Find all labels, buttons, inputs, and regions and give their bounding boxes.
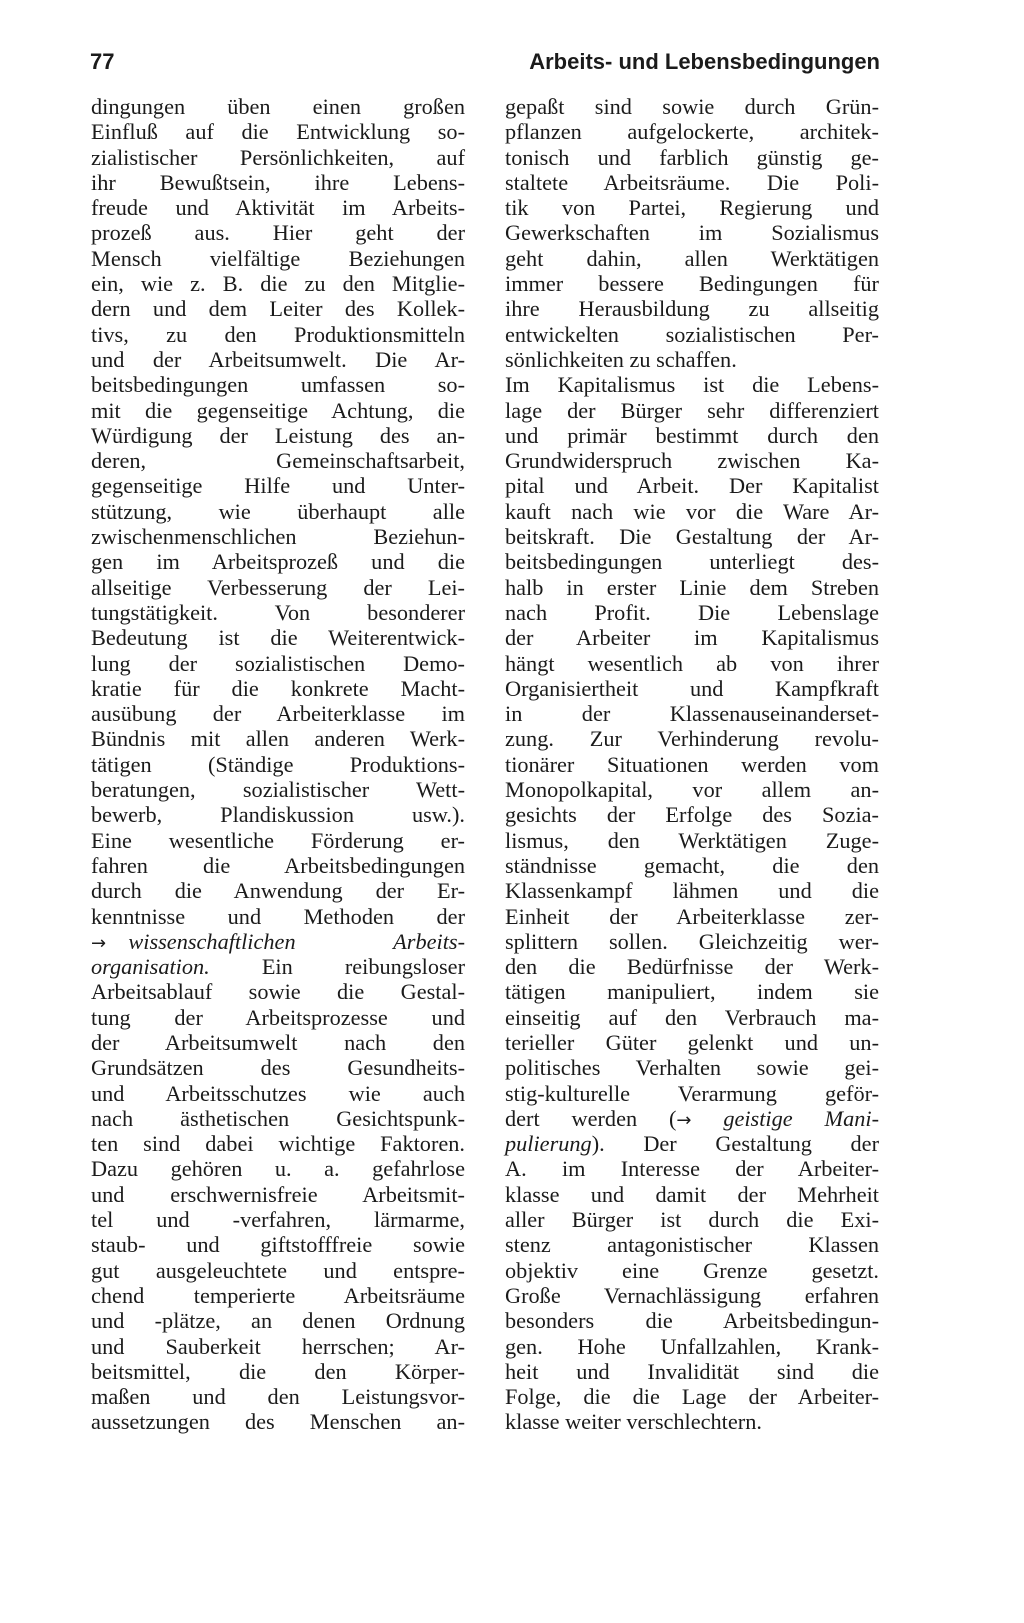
text-line: lage der Bürger sehr differenziert (505, 397, 879, 423)
text-line: zialistischer Persönlichkeiten, auf (91, 144, 465, 170)
text-line: tätigen manipuliert, indem sie (505, 979, 879, 1005)
text-line: ein, wie z. B. die zu den Mitglie- (91, 271, 465, 297)
text-line: terieller Güter gelenkt und un- (505, 1029, 879, 1055)
text-line: ständnisse gemacht, die den (505, 852, 879, 878)
text-line: Grundsätzen des Gesundheits- (91, 1055, 465, 1081)
text-line: freude und Aktivität im Arbeits- (91, 195, 465, 221)
text-line: Einheit der Arbeiterklasse zer- (505, 903, 879, 929)
text-line: klasse und damit der Mehrheit (505, 1181, 879, 1207)
text-line: dingungen üben einen großen (91, 94, 465, 119)
text-line: aller Bürger ist durch die Exi- (505, 1207, 879, 1233)
text-line: staub- und giftstofffreie sowie (91, 1232, 465, 1258)
text-line: objektiv eine Grenze gesetzt. (505, 1257, 879, 1283)
text-line: fahren die Arbeitsbedingungen (91, 852, 465, 878)
running-head (90, 42, 880, 82)
text-line: Folge, die die Lage der Arbeiter- (505, 1384, 879, 1410)
text-line: und Sauberkeit herrschen; Ar- (91, 1333, 465, 1359)
text-line: politisches Verhalten sowie gei- (505, 1055, 879, 1081)
text-line: heit und Invalidität sind die (505, 1358, 879, 1384)
text-line: durch die Anwendung der Er- (91, 878, 465, 904)
text-line: splittern sollen. Gleichzeitig wer- (505, 928, 879, 954)
text-line: aussetzungen des Menschen an- (91, 1409, 465, 1435)
text-fragment: ). Der Gestaltung der (591, 1131, 879, 1157)
cross-reference-term-end: pulierung (505, 1131, 592, 1157)
text-line: Klassenkampf lähmen und die (505, 878, 879, 904)
text-line: prozeß aus. Hier geht der (91, 220, 465, 246)
text-line: gen. Hohe Unfallzahlen, Krank- (505, 1333, 879, 1359)
text-line: der Arbeiter im Kapitalismus (505, 625, 879, 651)
cross-reference-term: wissenschaftlichen Arbeits- (128, 928, 465, 954)
text-line: klasse weiter verschlechtern. (505, 1409, 762, 1435)
text-line: gesichts der Erfolge des Sozia- (505, 802, 879, 828)
cross-reference-arrow-icon: → (91, 932, 107, 954)
text-column-left (91, 94, 465, 1435)
text-line: gepaßt sind sowie durch Grün- (505, 94, 879, 119)
text-line: beitsbedingungen umfassen so- (91, 372, 465, 398)
text-line: gen im Arbeitsprozeß und die (91, 549, 465, 575)
text-line: tionärer Situationen werden vom (505, 751, 879, 777)
cross-reference-arrow-icon: → (676, 1109, 692, 1131)
text-line: dern und dem Leiter des Kollek- (91, 296, 465, 322)
text-line: bewerb, Plandiskussion usw.). (91, 802, 465, 828)
text-line: pital und Arbeit. Der Kapitalist (505, 473, 879, 499)
text-line: tivs, zu den Produktionsmitteln (91, 321, 465, 347)
text-line: pflanzen aufgelockerte, architek- (505, 119, 879, 145)
text-line: staltete Arbeitsräume. Die Poli- (505, 169, 879, 195)
text-line: entwickelten sozialistischen Per- (505, 321, 879, 347)
text-column-right (505, 94, 879, 1435)
text-line: Arbeitsablauf sowie die Gestal- (91, 979, 465, 1005)
text-line: tel und -verfahren, lärmarme, (91, 1207, 465, 1233)
text-line (91, 929, 465, 954)
text-line: zung. Zur Verhinderung revolu- (505, 726, 879, 752)
text-line (505, 1131, 879, 1156)
text-line: lismus, den Werktätigen Zuge- (505, 827, 879, 853)
text-line: in der Klassenauseinanderset- (505, 701, 879, 727)
text-line: maßen und den Leistungsvor- (91, 1384, 465, 1410)
text-line: Bedeutung ist die Weiterentwick- (91, 625, 465, 651)
text-line: mit die gegenseitige Achtung, die (91, 397, 465, 423)
text-line: und Arbeitsschutzes wie auch (91, 1080, 465, 1106)
text-line: Im Kapitalismus ist die Lebens- (505, 372, 879, 398)
text-line: Grundwiderspruch zwischen Ka- (505, 448, 879, 474)
text-line: kenntnisse und Methoden der (91, 903, 465, 929)
text-fragment: Ein reibungsloser (209, 954, 465, 980)
text-line (91, 954, 465, 979)
text-line: zwischenmenschlichen Beziehun- (91, 524, 465, 550)
text-line: einseitig auf den Verbrauch ma- (505, 1004, 879, 1030)
text-line: allseitige Verbesserung der Lei- (91, 574, 465, 600)
text-line: Mensch vielfältige Beziehungen (91, 245, 465, 271)
text-line: tonisch und farblich günstig ge- (505, 144, 879, 170)
text-line: Eine wesentliche Förderung er- (91, 827, 465, 853)
text-line: Monopolkapital, vor allem an- (505, 777, 879, 803)
text-line: A. im Interesse der Arbeiter- (505, 1156, 879, 1182)
text-line: tik von Partei, Regierung und (505, 195, 879, 221)
text-line: Organisiertheit und Kampfkraft (505, 675, 879, 701)
text-line: geht dahin, allen Werktätigen (505, 245, 879, 271)
text-line: Gewerkschaften im Sozialismus (505, 220, 879, 246)
text-line: Einfluß auf die Entwicklung so- (91, 119, 465, 145)
page-number: 77 (90, 49, 115, 74)
text-line: chend temperierte Arbeitsräume (91, 1282, 465, 1308)
text-line: gut ausgeleuchtete und entspre- (91, 1257, 465, 1283)
text-line: kratie für die konkrete Macht- (91, 675, 465, 701)
text-line: immer bessere Bedingungen für (505, 271, 879, 297)
text-line: stig-kulturelle Verarmung geför- (505, 1080, 879, 1106)
text-line: den die Bedürfnisse der Werk- (505, 954, 879, 980)
text-line: beratungen, sozialistischer Wett- (91, 777, 465, 803)
text-line: lung der sozialistischen Demo- (91, 650, 465, 676)
text-fragment: dert werden ( (505, 1105, 677, 1131)
text-line: Dazu gehören u. a. gefahrlose (91, 1156, 465, 1182)
text-line: gegenseitige Hilfe und Unter- (91, 473, 465, 499)
text-line: beitsmittel, die den Körper- (91, 1358, 465, 1384)
text-line: und der Arbeitsumwelt. Die Ar- (91, 346, 465, 372)
text-line: und -plätze, an denen Ordnung (91, 1308, 465, 1334)
text-line: kauft nach wie vor die Ware Ar- (505, 498, 879, 524)
text-line: ten sind dabei wichtige Faktoren. (91, 1131, 465, 1157)
text-line: tung der Arbeitsprozesse und (91, 1004, 465, 1030)
section-title: Arbeits- und Lebensbedingungen (529, 49, 880, 74)
text-line: tungstätigkeit. Von besonderer (91, 599, 465, 625)
text-line: ihr Bewußtsein, ihre Lebens- (91, 169, 465, 195)
text-line: nach Profit. Die Lebenslage (505, 599, 879, 625)
text-line: beitskraft. Die Gestaltung der Ar- (505, 524, 879, 550)
text-line: ihre Herausbildung zu allseitig (505, 296, 879, 322)
text-line: Würdigung der Leistung des an- (91, 422, 465, 448)
text-line: und erschwernisfreie Arbeitsmit- (91, 1181, 465, 1207)
text-line: deren, Gemeinschaftsarbeit, (91, 448, 465, 474)
text-line: Bündnis mit allen anderen Werk- (91, 726, 465, 752)
text-line: sönlichkeiten zu schaffen. (505, 346, 737, 372)
cross-reference-term: geistige Mani- (691, 1105, 879, 1131)
text-line: ausübung der Arbeiterklasse im (91, 701, 465, 727)
text-line: Große Vernachlässigung erfahren (505, 1282, 879, 1308)
text-line: der Arbeitsumwelt nach den (91, 1029, 465, 1055)
text-line: stenz antagonistischer Klassen (505, 1232, 879, 1258)
cross-reference-term-end: organisation. (91, 954, 210, 980)
text-line: halb in erster Linie dem Streben (505, 574, 879, 600)
text-line: besonders die Arbeitsbedingun- (505, 1308, 879, 1334)
text-line: beitsbedingungen unterliegt des- (505, 549, 879, 575)
text-line (505, 1106, 879, 1131)
text-line: und primär bestimmt durch den (505, 422, 879, 448)
text-line: stützung, wie überhaupt alle (91, 498, 465, 524)
text-line: hängt wesentlich ab von ihrer (505, 650, 879, 676)
text-line: nach ästhetischen Gesichtspunk- (91, 1105, 465, 1131)
text-line: tätigen (Ständige Produktions- (91, 751, 465, 777)
